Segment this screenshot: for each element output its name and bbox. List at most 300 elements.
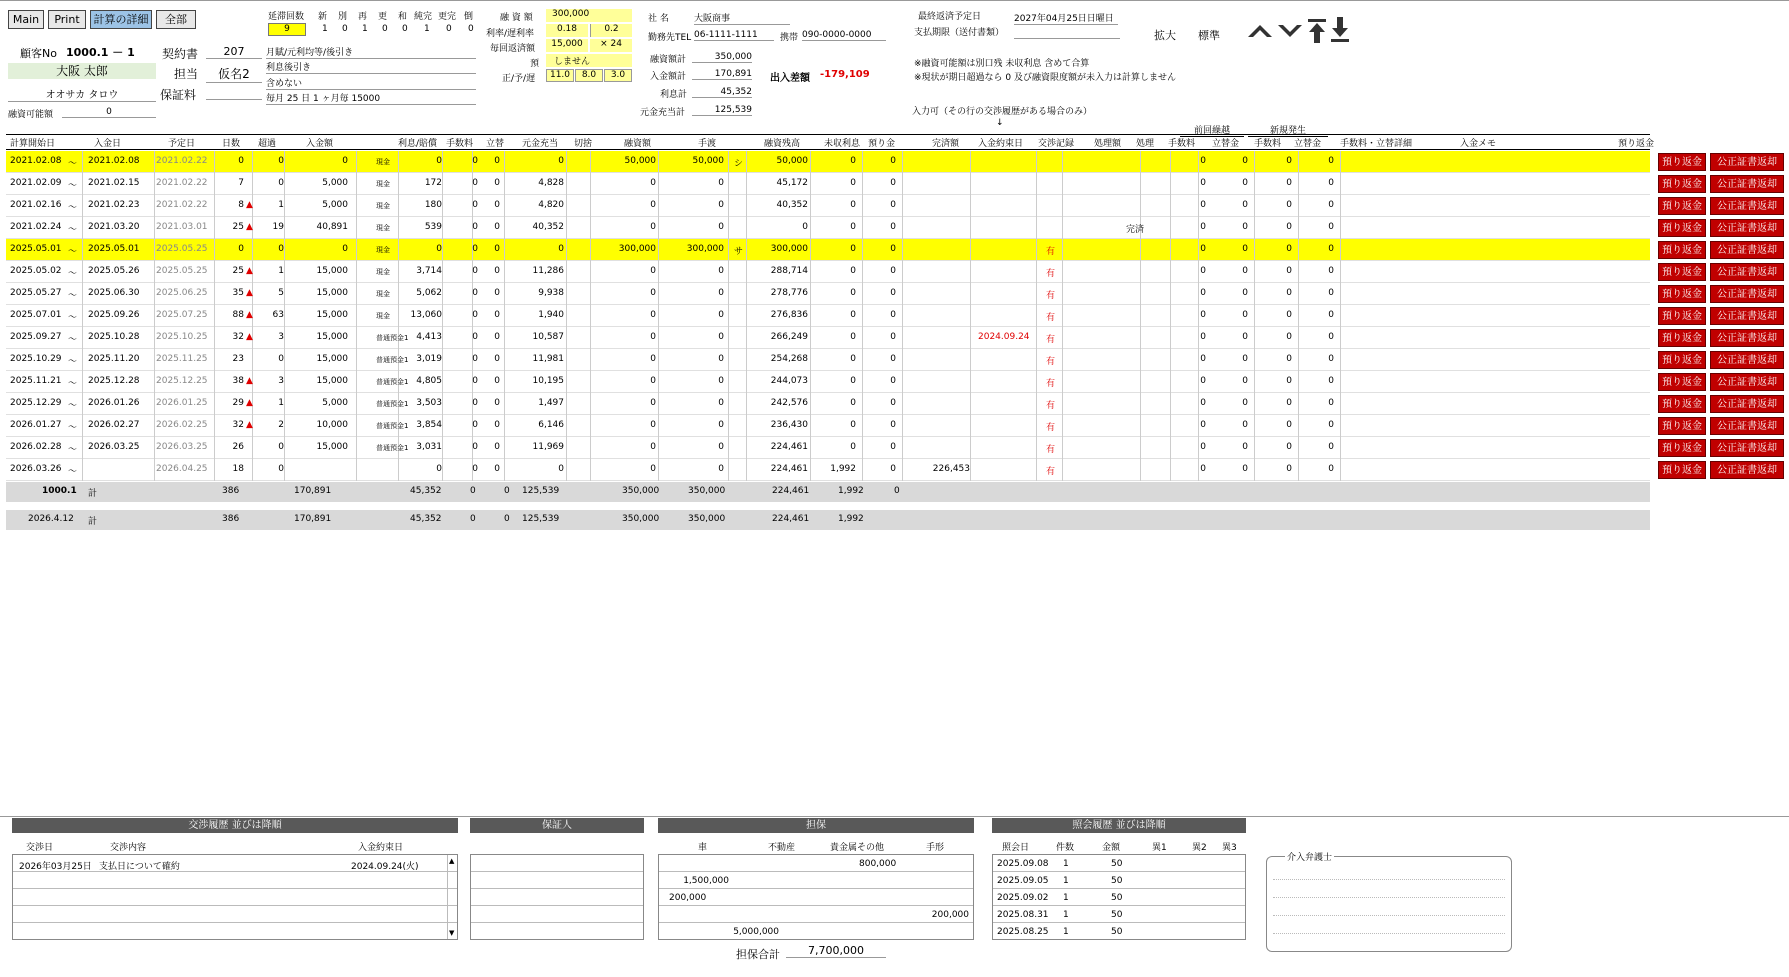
cell-p4: 0 [1328, 332, 1334, 342]
cell-start: 2021.02.08 [10, 156, 62, 166]
cell-due: 2025.10.25 [156, 332, 208, 342]
customer-no-label: 顧客No [20, 47, 57, 60]
company-name-label: 社 名 [648, 14, 669, 24]
cell-bal: 236,430 [770, 420, 808, 430]
cell-fee: 0 [472, 244, 478, 254]
notary-return-button[interactable]: 公正証書返却 [1710, 439, 1784, 457]
cell-mark: ▲ [246, 200, 253, 210]
cell-amt: 5,000 [322, 398, 348, 408]
cell-start: 2025.12.29 [10, 398, 62, 408]
cell-mark: ▲ [246, 266, 253, 276]
repay-flag: 1 [424, 24, 430, 34]
cell-p4: 0 [1328, 442, 1334, 452]
table-row[interactable] [6, 327, 1650, 349]
deposit[interactable]: しません [546, 54, 632, 67]
cell-dep: 0 [890, 244, 896, 254]
cell-dep: 0 [890, 464, 896, 474]
rate[interactable]: 0.18 [546, 24, 588, 37]
cell-p1: 0 [1200, 310, 1206, 320]
limit-label: 支払期限（送付書類） [914, 28, 1005, 38]
cell-int: 0 [436, 156, 442, 166]
column-header: 手渡 [698, 139, 717, 149]
cell-due: 2025.06.25 [156, 288, 208, 298]
inquiry-list[interactable] [992, 854, 1246, 940]
cell-paid: 2025.09.26 [88, 310, 140, 320]
cell-unp: 0 [850, 354, 856, 364]
refund-button[interactable]: 預り返金 [1658, 307, 1706, 325]
scroll-bottom-icon[interactable] [1331, 17, 1349, 42]
cell-fee: 0 [472, 288, 478, 298]
cell-int: 0 [436, 464, 442, 474]
loan-cap-label: 融資可能額 [8, 110, 54, 120]
cell-over: 63 [272, 310, 284, 320]
summary-row-2 [6, 510, 1650, 530]
pay-amount[interactable]: 15,000 [546, 39, 588, 52]
collateral-bill-1: 200,000 [931, 910, 969, 920]
notary-return-button[interactable]: 公正証書返却 [1710, 219, 1784, 237]
cell-days: 88 [232, 310, 244, 320]
cell-fee: 0 [472, 376, 478, 386]
cell-adv: 0 [494, 310, 500, 320]
repay-flag: 0 [342, 24, 348, 34]
refund-button[interactable]: 預り返金 [1658, 175, 1706, 193]
cell-days: 25 [232, 222, 244, 232]
inq-col-diff3: 異3 [1222, 843, 1237, 853]
column-header: 処理額 [1094, 139, 1122, 149]
cell-tilde: 〜 [68, 203, 78, 213]
guarantee-label: 保証料 [160, 88, 197, 102]
inquiry-n: 1 [1063, 927, 1069, 937]
table-row[interactable] [6, 173, 1650, 195]
cell-over: 5 [278, 288, 284, 298]
notary-return-button[interactable]: 公正証書返却 [1710, 153, 1784, 171]
cell-tilde: 〜 [68, 247, 78, 257]
cell-p4: 0 [1328, 156, 1334, 166]
cell-prin: 0 [558, 156, 564, 166]
refund-button[interactable]: 預り返金 [1658, 329, 1706, 347]
cell-start: 2025.05.02 [10, 266, 62, 276]
cell-start: 2025.05.01 [10, 244, 62, 254]
sum-amount: 170,891 [294, 486, 332, 496]
repay-flag: 0 [382, 24, 388, 34]
cell-over: 1 [278, 398, 284, 408]
cell-over: 0 [278, 244, 284, 254]
cell-mark: ▲ [246, 222, 253, 232]
staff-label: 担当 [174, 67, 199, 81]
cell-unp: 0 [850, 398, 856, 408]
cell-p4: 0 [1328, 398, 1334, 408]
table-row[interactable] [6, 415, 1650, 437]
scroll-up-icon[interactable] [1248, 25, 1272, 37]
cell-p2: 0 [1242, 354, 1248, 364]
cell-int: 3,714 [416, 266, 442, 276]
ratio-2[interactable]: 8.0 [575, 69, 603, 82]
zoom-button[interactable]: 拡大 [1154, 29, 1176, 42]
neg-content: 支払日について確約 [99, 862, 180, 872]
cell-kind: 現金 [376, 268, 390, 276]
cell-prin: 10,587 [532, 332, 564, 342]
collateral-metal-1: 800,000 [859, 859, 897, 869]
sum-advance: 0 [504, 514, 510, 524]
sum-kei: 計 [88, 489, 98, 499]
repay-header-3: 再 [358, 12, 368, 22]
notary-return-button[interactable]: 公正証書返却 [1710, 351, 1784, 369]
notary-return-button[interactable]: 公正証書返却 [1710, 329, 1784, 347]
scroll-down-icon[interactable]: ▼ [449, 929, 455, 937]
sum-principal: 125,539 [522, 486, 560, 496]
refund-button[interactable]: 預り返金 [1658, 285, 1706, 303]
late-rate[interactable]: 0.2 [590, 24, 632, 37]
cell-bal: 224,461 [770, 442, 808, 452]
interest-method: 利息後引き [266, 60, 476, 74]
column-header: 予定日 [168, 139, 196, 149]
neg-col-content: 交渉内容 [110, 843, 147, 853]
cell-tilde: 〜 [68, 159, 78, 169]
table-row[interactable] [6, 393, 1650, 415]
collateral-car-2: 200,000 [669, 893, 707, 903]
cell-dep: 0 [890, 354, 896, 364]
inq-col-diff1: 異1 [1152, 843, 1167, 853]
sum-label: 2026.4.12 [28, 514, 74, 524]
cell-paid: 2021.02.15 [88, 178, 140, 188]
sum-principal: 125,539 [522, 514, 560, 524]
standard-button[interactable]: 標準 [1198, 29, 1220, 42]
notary-return-button[interactable]: 公正証書返却 [1710, 417, 1784, 435]
notary-return-button[interactable]: 公正証書返却 [1710, 197, 1784, 215]
inquiry-amt: 50 [1111, 910, 1123, 920]
cell-prin: 40,352 [532, 222, 564, 232]
table-row[interactable] [6, 437, 1650, 459]
cell-adv: 0 [494, 222, 500, 232]
loan-amount[interactable]: 300,000 [546, 9, 632, 22]
diff-value: -179,109 [820, 69, 870, 80]
column-header: 手数料・立替詳細 [1340, 139, 1413, 149]
group-new: 新規発生 [1248, 123, 1328, 137]
repay-flag: 1 [362, 24, 368, 34]
refund-button[interactable]: 預り返金 [1658, 263, 1706, 281]
cell-p1: 0 [1200, 354, 1206, 364]
cell-tilde: 〜 [68, 379, 78, 389]
cell-tilde: 〜 [68, 467, 78, 477]
collateral-total-label: 担保合計 [736, 948, 780, 961]
column-header: 入金額 [306, 139, 334, 149]
collateral-title: 担保 [658, 818, 974, 833]
notary-return-button[interactable]: 公正証書返却 [1710, 263, 1784, 281]
cell-bal: 244,073 [770, 376, 808, 386]
sum-kei: 計 [88, 517, 98, 527]
last-date-label: 最終返済予定日 [918, 12, 982, 22]
cell-fee: 0 [472, 398, 478, 408]
sum-interest: 45,352 [410, 514, 442, 524]
cell-loan: 0 [650, 354, 656, 364]
cell-due: 2026.03.25 [156, 442, 208, 452]
negotiation-list[interactable] [12, 854, 458, 940]
tab-main[interactable]: Main [8, 10, 44, 29]
refund-button[interactable]: 預り返金 [1658, 197, 1706, 215]
cell-p2: 0 [1242, 310, 1248, 320]
cell-paid: 2025.05.26 [88, 266, 140, 276]
cell-dep: 0 [890, 222, 896, 232]
cell-prin: 11,981 [532, 354, 564, 364]
last-date: 2027年04月25日日曜日 [1014, 11, 1118, 25]
cell-tilde: 〜 [68, 357, 78, 367]
cell-prin: 4,828 [538, 178, 564, 188]
cell-neg: 有 [1046, 291, 1056, 301]
cell-due: 2025.11.25 [156, 354, 208, 364]
cell-p2: 0 [1242, 266, 1248, 276]
cell-over: 2 [278, 420, 284, 430]
column-header: 交渉記録 [1038, 139, 1075, 149]
notary-return-button[interactable]: 公正証書返却 [1710, 175, 1784, 193]
notary-return-button[interactable]: 公正証書返却 [1710, 307, 1784, 325]
column-header: 手数料 [1254, 139, 1282, 149]
include-option: 含めない [266, 76, 476, 90]
table-row[interactable] [6, 151, 1650, 173]
cell-mark: ▲ [246, 398, 253, 408]
cell-start: 2025.10.29 [10, 354, 62, 364]
cell-kind: 普通預金1 [376, 444, 409, 452]
cell-bal: 288,714 [770, 266, 808, 276]
scroll-top-icon[interactable] [1308, 19, 1326, 43]
delay-count[interactable]: 9 [268, 23, 306, 36]
cell-bal: 45,172 [776, 178, 808, 188]
neg-date: 2026年03月25日 [19, 862, 92, 872]
cell-prin: 9,938 [538, 288, 564, 298]
column-header: 完済額 [932, 139, 960, 149]
collateral-list[interactable] [658, 854, 974, 940]
column-header: 入金日 [94, 139, 122, 149]
refund-button[interactable]: 預り返金 [1658, 461, 1706, 479]
scroll-down-icon[interactable] [1278, 25, 1302, 37]
cell-over: 0 [278, 354, 284, 364]
cell-loan: 0 [650, 464, 656, 474]
cell-p1: 0 [1200, 376, 1206, 386]
cell-days: 25 [232, 266, 244, 276]
neg-col-date: 交渉日 [26, 843, 54, 853]
cell-p1: 0 [1200, 200, 1206, 210]
cell-hk: シ [734, 159, 744, 169]
cell-hk: サ [734, 247, 744, 257]
sum-label: 1000.1 [42, 486, 77, 496]
cell-paid: 2025.10.28 [88, 332, 140, 342]
cell-p2: 0 [1242, 178, 1248, 188]
refund-button[interactable]: 預り返金 [1658, 439, 1706, 457]
cell-p1: 0 [1200, 156, 1206, 166]
sum-unpaid: 1,992 [838, 486, 864, 496]
cell-hand: 0 [718, 266, 724, 276]
cell-p3: 0 [1286, 288, 1292, 298]
inq-col-date: 照会日 [1002, 843, 1030, 853]
column-header: 預り返金 [1618, 139, 1655, 149]
interest-total: 45,352 [692, 87, 752, 98]
notary-return-button[interactable]: 公正証書返却 [1710, 395, 1784, 413]
cell-kind: 現金 [376, 202, 390, 210]
cell-start: 2021.02.09 [10, 178, 62, 188]
cell-amt: 5,000 [322, 178, 348, 188]
cell-neg: 有 [1046, 401, 1056, 411]
cell-dep: 0 [890, 420, 896, 430]
table-row[interactable] [6, 459, 1650, 481]
inquiry-date: 2025.09.08 [997, 859, 1049, 869]
cell-unp: 0 [850, 266, 856, 276]
cell-bal: 50,000 [776, 156, 808, 166]
cell-paid: 2026.02.27 [88, 420, 140, 430]
guarantee-value[interactable] [206, 88, 262, 100]
cell-p2: 0 [1242, 376, 1248, 386]
cell-p4: 0 [1328, 288, 1334, 298]
cell-dep: 0 [890, 266, 896, 276]
sum-interest: 45,352 [410, 486, 442, 496]
mobile: 090-0000-0000 [802, 30, 886, 41]
table-row[interactable] [6, 217, 1650, 239]
table-row[interactable] [6, 305, 1650, 327]
cell-p1: 0 [1200, 398, 1206, 408]
cell-bal: 0 [802, 222, 808, 232]
cell-p1: 0 [1200, 442, 1206, 452]
cell-amt: 5,000 [322, 200, 348, 210]
cell-tilde: 〜 [68, 225, 78, 235]
tab-print[interactable]: Print [48, 10, 86, 29]
notary-return-button[interactable]: 公正証書返却 [1710, 461, 1784, 479]
limit-value[interactable] [1014, 29, 1120, 39]
cell-kind: 現金 [376, 312, 390, 320]
table-row[interactable] [6, 283, 1650, 305]
cell-adv: 0 [494, 288, 500, 298]
ratio-label: 正/予/遅 [502, 74, 536, 84]
cell-over: 1 [278, 200, 284, 210]
cell-mark: ▲ [246, 310, 253, 320]
principal-total-label: 元金充当計 [640, 108, 686, 118]
table-row[interactable] [6, 261, 1650, 283]
cell-start: 2025.11.21 [10, 376, 62, 386]
pay-total: 170,891 [692, 69, 752, 80]
cell-unp: 0 [850, 420, 856, 430]
inquiry-date: 2025.09.02 [997, 893, 1049, 903]
cell-prin: 0 [558, 244, 564, 254]
refund-button[interactable]: 預り返金 [1658, 417, 1706, 435]
cell-hand: 0 [718, 178, 724, 188]
cell-days: 8 [238, 200, 244, 210]
cell-p3: 0 [1286, 420, 1292, 430]
cell-kind: 現金 [376, 246, 390, 254]
cell-loan: 50,000 [624, 156, 656, 166]
cell-p2: 0 [1242, 464, 1248, 474]
cell-prin: 0 [558, 464, 564, 474]
cell-fee: 0 [472, 354, 478, 364]
refund-button[interactable]: 預り返金 [1658, 373, 1706, 391]
loan-total-label: 融資額計 [650, 55, 687, 65]
refund-button[interactable]: 預り返金 [1658, 395, 1706, 413]
cell-adv: 0 [494, 354, 500, 364]
cell-kind: 普通預金1 [376, 334, 409, 342]
cell-paid: 2025.06.30 [88, 288, 140, 298]
collateral-col-bill: 手形 [926, 843, 945, 853]
cell-days: 35 [232, 288, 244, 298]
tab-calc-detail[interactable]: 計算の詳細 [90, 10, 152, 29]
refund-button[interactable]: 預り返金 [1658, 351, 1706, 369]
cell-p2: 0 [1242, 442, 1248, 452]
cell-loan: 0 [650, 420, 656, 430]
diff-label: 出入差額 [770, 73, 810, 84]
pay-times[interactable]: × 24 [590, 39, 632, 52]
cell-hand: 300,000 [686, 244, 724, 254]
table-row[interactable] [6, 371, 1650, 393]
cell-amt: 15,000 [316, 310, 348, 320]
neg-col-promise: 入金約束日 [358, 843, 404, 853]
cell-unp: 0 [850, 288, 856, 298]
ratio-3[interactable]: 3.0 [604, 69, 632, 82]
ratio-1[interactable]: 11.0 [546, 69, 574, 82]
cell-bal: 242,576 [770, 398, 808, 408]
sum-fee: 0 [470, 514, 476, 524]
cell-adv: 0 [494, 200, 500, 210]
cell-start: 2021.02.24 [10, 222, 62, 232]
cell-adv: 0 [494, 332, 500, 342]
column-header: 預り金 [868, 139, 896, 149]
table-row[interactable] [6, 239, 1650, 261]
cell-neg: 有 [1046, 445, 1056, 455]
cell-p1: 0 [1200, 266, 1206, 276]
cell-amt: 0 [342, 156, 348, 166]
cell-over: 3 [278, 332, 284, 342]
cell-tilde: 〜 [68, 269, 78, 279]
refund-button[interactable]: 預り返金 [1658, 241, 1706, 259]
column-header: 融資額 [624, 139, 652, 149]
nav-arrows [1244, 15, 1374, 45]
cell-days: 26 [232, 442, 244, 452]
sum-amount: 170,891 [294, 514, 332, 524]
cell-due: 2021.03.01 [156, 222, 208, 232]
refund-button[interactable]: 預り返金 [1658, 219, 1706, 237]
cell-fee: 0 [472, 200, 478, 210]
sum-deposit: 0 [894, 486, 900, 496]
column-header: 入金メモ [1460, 139, 1497, 149]
tab-all[interactable]: 全部 [156, 10, 196, 29]
cell-adv: 0 [494, 442, 500, 452]
notary-return-button[interactable]: 公正証書返却 [1710, 241, 1784, 259]
note-2: ※現状が期日超過なら 0 及び融資限度額が未入力は計算しません [914, 73, 1176, 83]
cell-days: 0 [238, 156, 244, 166]
notary-return-button[interactable]: 公正証書返却 [1710, 373, 1784, 391]
cell-fee: 0 [472, 442, 478, 452]
guarantor-list[interactable] [470, 854, 644, 940]
cell-paid: 2021.03.20 [88, 222, 140, 232]
cell-amt: 15,000 [316, 266, 348, 276]
loan-total: 350,000 [692, 52, 752, 63]
column-header: 融資残高 [764, 139, 801, 149]
cell-dep: 0 [890, 288, 896, 298]
lawyer-box[interactable] [1266, 853, 1512, 952]
cell-int: 180 [424, 200, 442, 210]
cell-proc: 完済 [1126, 225, 1145, 235]
refund-button[interactable]: 預り返金 [1658, 153, 1706, 171]
table-row[interactable] [6, 195, 1650, 217]
cell-paid: 2025.12.28 [88, 376, 140, 386]
collateral-car-1: 1,500,000 [683, 876, 729, 886]
inq-col-amount: 金額 [1102, 843, 1121, 853]
cell-loan: 0 [650, 178, 656, 188]
cell-fee: 0 [472, 310, 478, 320]
cell-bal: 254,268 [770, 354, 808, 364]
table-row[interactable] [6, 349, 1650, 371]
sum-balance: 224,461 [772, 514, 810, 524]
tel-label: 勤務先TEL [648, 33, 692, 43]
notary-return-button[interactable]: 公正証書返却 [1710, 285, 1784, 303]
cell-loan: 0 [650, 376, 656, 386]
cell-int: 172 [424, 178, 442, 188]
scroll-up-icon[interactable]: ▲ [449, 857, 455, 865]
cell-p1: 0 [1200, 420, 1206, 430]
